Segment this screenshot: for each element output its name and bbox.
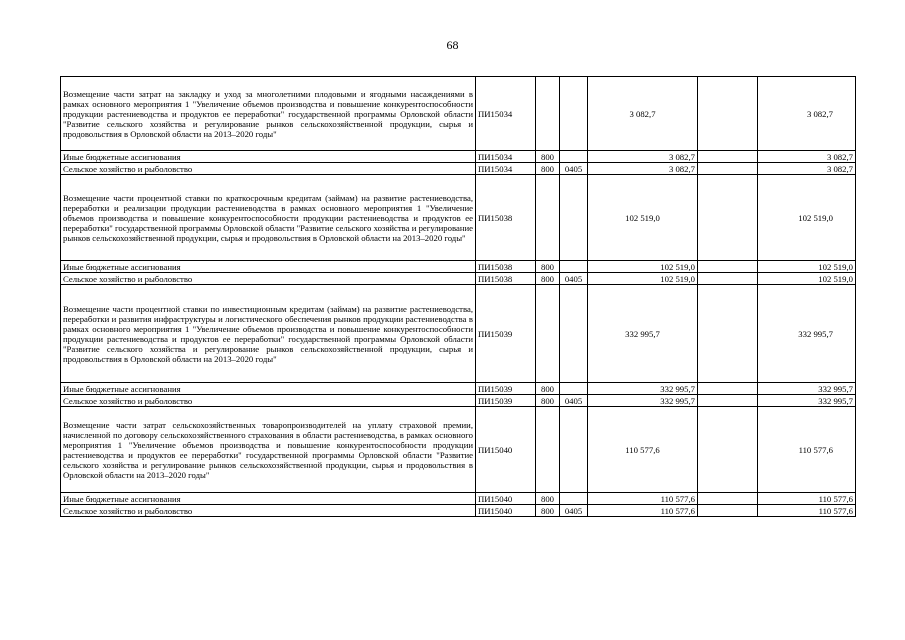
row-amount: 332 995,7 [588,383,698,395]
row-empty-cell [698,261,758,273]
table-row [61,383,856,395]
row-code: ПИ15034 [476,163,536,175]
row-rzpr [560,285,588,383]
row-empty-cell [698,407,758,493]
row-description: Иные бюджетные ассигнования [61,261,476,273]
row-description: Сельское хозяйство и рыболовство [61,395,476,407]
row-vr: 800 [536,505,560,517]
table-row [61,151,856,163]
row-rzpr [560,77,588,151]
row-vr [536,77,560,151]
table-row [61,273,856,285]
row-description: Иные бюджетные ассигнования [61,151,476,163]
row-amount: 3 082,7 [588,163,698,175]
row-code: ПИ15040 [476,493,536,505]
row-rzpr [560,175,588,261]
table-row [61,175,856,261]
row-vr: 800 [536,261,560,273]
table-row [61,163,856,175]
row-vr: 800 [536,273,560,285]
row-code: ПИ15039 [476,285,536,383]
row-description: Иные бюджетные ассигнования [61,383,476,395]
row-empty-cell [698,395,758,407]
row-amount: 102 519,0 [588,261,698,273]
row-amount: 332 995,7 [588,285,698,383]
row-empty-cell [698,505,758,517]
row-description: Возмещение части затрат на закладку и уход за многолетними плодовыми и ягодными насаждениями в рамках основного мероприятия 1 "Увеличение объемов производства и повышение конкурентоспособности продукции растениеводства и продуктов ее переработки" государственной программы Орловской области "Развитие сельского хозяйства и регулирование рынков сельскохозяйственной продукции, сырья и продовольствия в Орловской области на 2013–2020 годы" [61,77,476,151]
row-rzpr: 0405 [560,273,588,285]
row-description: Сельское хозяйство и рыболовство [61,505,476,517]
row-vr: 800 [536,151,560,163]
row-amount: 110 577,6 [588,407,698,493]
row-rzpr [560,493,588,505]
table-row [61,285,856,383]
row-amount-total: 332 995,7 [758,395,856,407]
row-rzpr [560,407,588,493]
row-amount: 102 519,0 [588,273,698,285]
row-amount-total: 110 577,6 [758,493,856,505]
row-empty-cell [698,383,758,395]
row-vr [536,285,560,383]
budget-table [60,76,856,517]
row-vr: 800 [536,493,560,505]
row-empty-cell [698,151,758,163]
row-code: ПИ15039 [476,383,536,395]
row-amount-total: 3 082,7 [758,151,856,163]
row-amount-total: 332 995,7 [758,383,856,395]
row-description: Иные бюджетные ассигнования [61,493,476,505]
row-rzpr [560,383,588,395]
row-rzpr [560,151,588,163]
row-description: Сельское хозяйство и рыболовство [61,163,476,175]
row-code: ПИ15040 [476,407,536,493]
row-rzpr: 0405 [560,505,588,517]
row-amount-total: 3 082,7 [758,163,856,175]
row-vr: 800 [536,395,560,407]
row-amount: 3 082,7 [588,77,698,151]
row-code: ПИ15038 [476,273,536,285]
row-empty-cell [698,273,758,285]
table-row [61,407,856,493]
row-amount: 3 082,7 [588,151,698,163]
row-vr [536,407,560,493]
row-vr: 800 [536,383,560,395]
row-description: Возмещение части процентной ставки по инвестиционным кредитам (займам) на развитие растениеводства, переработки и развития инфраструктуры и логистического обеспечения рынков продукции растениеводства в рамках основного мероприятия 1 "Увеличение объемов производства и повышение конкурентоспособности продукции растениеводства и продуктов ее переработки" государственной программы Орловской области "Развитие сельского хозяйства и регулирование рынков сельскохозяйственной продукции, сырья и продовольствия в Орловской области на 2013–2020 годы" [61,285,476,383]
row-code: ПИ15034 [476,151,536,163]
row-code: ПИ15040 [476,505,536,517]
table-row [61,505,856,517]
page-number: 68 [446,38,459,52]
row-description: Сельское хозяйство и рыболовство [61,273,476,285]
row-description: Возмещение части затрат сельскохозяйственных товаропроизводителей на уплату страховой премии, начисленной по договору сельскохозяйственного страхования в области растениеводства, в рамках основного мероприятия 1 "Увеличение объемов производства и повышение конкурентоспособности продукции растениеводства и продуктов ее переработки" государственной программы Орловской области "Развитие сельского хозяйства и регулирование рынков сельскохозяйственной продукции, сырья и продовольствия в Орловской области на 2013–2020 годы" [61,407,476,493]
row-rzpr: 0405 [560,163,588,175]
row-code: ПИ15038 [476,175,536,261]
table-row [61,493,856,505]
row-amount-total: 102 519,0 [758,261,856,273]
row-amount: 102 519,0 [588,175,698,261]
row-empty-cell [698,285,758,383]
row-description: Возмещение части процентной ставки по краткосрочным кредитам (займам) на развитие растениеводства, переработки и реализации продукции растениеводства в рамках основного мероприятия 1 "Увеличение объемов производства и повышение конкурентоспособности продукции растениеводства и продуктов ее переработки" государственной программы Орловской области "Развитие сельского хозяйства и регулирование рынков сельскохозяйственной продукции, сырья и продовольствия в Орловской области на 2013–2020 годы" [61,175,476,261]
row-empty-cell [698,163,758,175]
row-vr [536,175,560,261]
row-code: ПИ15039 [476,395,536,407]
table-row [61,395,856,407]
row-amount: 110 577,6 [588,493,698,505]
row-amount-total: 102 519,0 [758,273,856,285]
row-amount: 332 995,7 [588,395,698,407]
row-vr: 800 [536,163,560,175]
table-row [61,261,856,273]
row-amount-total: 102 519,0 [758,175,856,261]
row-empty-cell [698,175,758,261]
row-empty-cell [698,493,758,505]
row-code: ПИ15034 [476,77,536,151]
row-empty-cell [698,77,758,151]
row-amount: 110 577,6 [588,505,698,517]
row-amount-total: 3 082,7 [758,77,856,151]
row-amount-total: 332 995,7 [758,285,856,383]
row-rzpr: 0405 [560,395,588,407]
row-rzpr [560,261,588,273]
row-amount-total: 110 577,6 [758,505,856,517]
row-amount-total: 110 577,6 [758,407,856,493]
table-row [61,77,856,151]
row-code: ПИ15038 [476,261,536,273]
